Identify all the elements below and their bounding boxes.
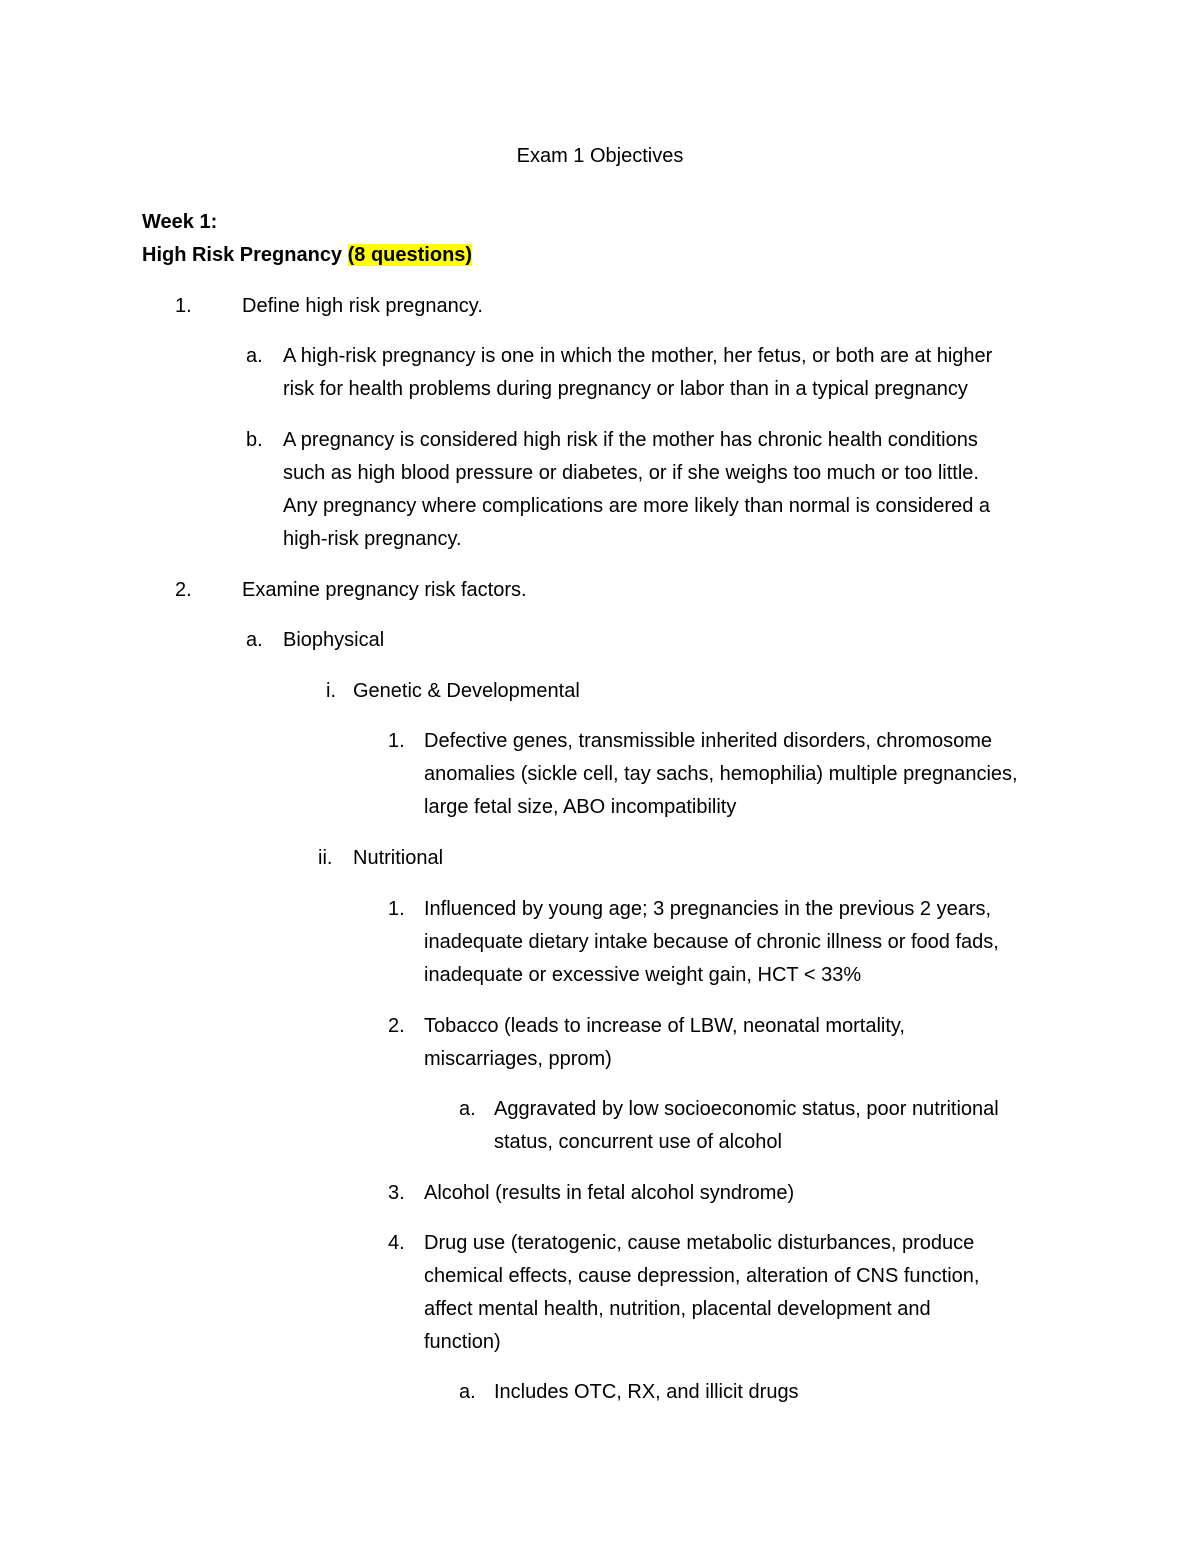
list-marker: b. <box>246 429 263 451</box>
list-item-text: Influenced by young age; 3 pregnancies in the previous 2 years, <box>424 898 992 920</box>
list-item-text: Any pregnancy where complications are more likely than normal is considered a <box>283 495 991 517</box>
list-item-text: risk for health problems during pregnancy or labor than in a typical pregnancy <box>283 378 968 400</box>
list-item-text: inadequate dietary intake because of chronic illness or food fads, <box>424 931 999 953</box>
list-item-text: Nutritional <box>353 847 444 869</box>
list-item-text: affect mental health, nutrition, placental development and <box>424 1298 931 1320</box>
list-item-text: function) <box>424 1331 501 1353</box>
list-item-text: Genetic & Developmental <box>353 680 580 702</box>
list-marker: 2. <box>388 1015 405 1037</box>
list-marker: 4. <box>388 1232 405 1254</box>
list-item-text: Alcohol (results in fetal alcohol syndrome) <box>424 1182 795 1204</box>
list-item-text: status, concurrent use of alcohol <box>494 1131 782 1153</box>
list-marker: 1. <box>175 295 192 317</box>
list-marker: i. <box>326 680 336 702</box>
list-item-text: Tobacco (leads to increase of LBW, neonatal mortality, <box>424 1015 905 1037</box>
document-title: Exam 1 Objectives <box>516 145 684 167</box>
section-heading <box>142 239 472 272</box>
list-marker: a. <box>246 629 263 651</box>
list-marker: 2. <box>175 579 192 601</box>
list-marker: a. <box>459 1098 476 1120</box>
list-item-text: large fetal size, ABO incompatibility <box>424 796 737 818</box>
list-item-text: anomalies (sickle cell, tay sachs, hemophilia) multiple pregnancies, <box>424 763 1018 785</box>
week-heading: Week 1: <box>142 211 218 233</box>
list-marker: 1. <box>388 730 405 752</box>
list-item-text: inadequate or excessive weight gain, HCT < 33% <box>424 964 862 986</box>
list-marker: 1. <box>388 898 405 920</box>
question-count-highlight: (8 questions) <box>347 244 473 266</box>
list-item-text: A pregnancy is considered high risk if the mother has chronic health conditions <box>283 429 978 451</box>
list-marker: a. <box>459 1381 476 1403</box>
list-item-text: A high-risk pregnancy is one in which the mother, her fetus, or both are at higher <box>283 345 993 367</box>
list-item-text: such as high blood pressure or diabetes, or if she weighs too much or too little. <box>283 462 979 484</box>
list-item-text: Includes OTC, RX, and illicit drugs <box>494 1381 799 1403</box>
list-item-text: miscarriages, pprom) <box>424 1048 612 1070</box>
list-marker: 3. <box>388 1182 405 1204</box>
list-marker: a. <box>246 345 263 367</box>
list-item-text: Define high risk pregnancy. <box>242 295 483 317</box>
list-item-text: Defective genes, transmissible inherited disorders, chromosome <box>424 730 993 752</box>
section-title: High Risk Pregnancy <box>142 244 343 266</box>
list-marker: ii. <box>318 847 333 869</box>
list-item-text: Biophysical <box>283 629 385 651</box>
list-item-text: chemical effects, cause depression, alteration of CNS function, <box>424 1265 980 1287</box>
list-item-text: Drug use (teratogenic, cause metabolic disturbances, produce <box>424 1232 975 1254</box>
list-item-text: high-risk pregnancy. <box>283 528 462 550</box>
list-item-text: Examine pregnancy risk factors. <box>242 579 527 601</box>
list-item-text: Aggravated by low socioeconomic status, poor nutritional <box>494 1098 999 1120</box>
